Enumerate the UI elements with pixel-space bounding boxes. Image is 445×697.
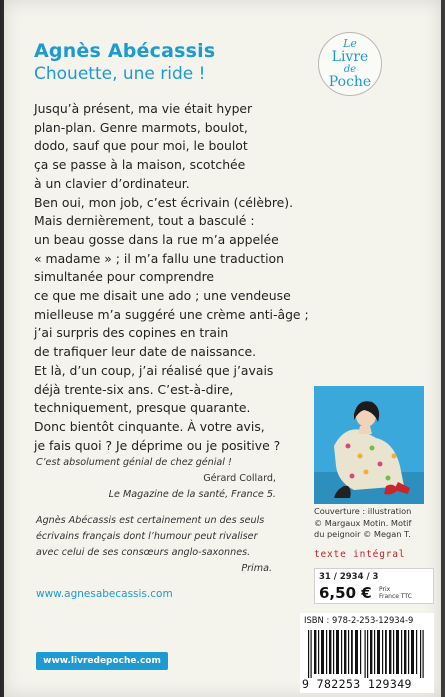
blurb-line: à un clavier d’ordinateur. (34, 175, 190, 191)
review-line: avec celui de ses consœurs anglo-saxonnes. (36, 547, 251, 558)
isbn-barcode-block (300, 613, 434, 693)
blurb-line: plan-plan. Genre marmots, boulot, (34, 119, 248, 135)
price-note (379, 586, 412, 600)
blurb-line: ça se passe à la maison, scotchée (34, 157, 246, 173)
credit-line: Couverture : illustration (314, 506, 412, 516)
publisher-logo (318, 32, 382, 96)
price-sticker (314, 568, 434, 604)
review-source: Prima. (241, 563, 272, 574)
quote-text: C’est absolument génial de chez génial ! (36, 457, 232, 468)
review-line: Agnès Abécassis est certainement un des seuls (36, 515, 265, 526)
quote-source: Le Magazine de la santé, France 5. (108, 489, 276, 500)
barcode-icon (306, 630, 428, 678)
press-quote (36, 455, 276, 503)
blurb-line: « madame » ; il m’a fallu une traduction (34, 250, 284, 266)
blurb-line: j’ai surpris des copines en train (34, 325, 229, 341)
barcode-digits: 9 782253 129349 (302, 677, 412, 691)
blurb-line: de trafiquer leur date de naissance. (34, 344, 257, 360)
blurb-line: je fais quoi ? Je déprime ou je positive ? (34, 437, 281, 453)
collection-label: texte intégral (314, 549, 406, 560)
book-back-cover (4, 0, 441, 697)
blurb-line: déjà trente-six ans. C’est-à-dire, (34, 381, 234, 397)
logo-word-poche: Poche (328, 74, 372, 91)
blurb-line: Et là, d’un coup, j’ai réalisé que j’avais (34, 362, 274, 378)
author-website-link[interactable]: www.agnesabecassis.com (36, 588, 173, 600)
review-line: écrivains français dont l’humour peut rivaliser (36, 531, 258, 542)
cover-credits (314, 506, 434, 541)
logo-word-livre: Livre (331, 48, 369, 65)
press-review (36, 513, 272, 577)
book-title: Chouette, une ride ! (34, 64, 206, 84)
credit-line: du peignoir © Megan T. (314, 529, 411, 539)
blurb-line: dodo, sauf que pour moi, le boulot (34, 138, 248, 154)
price-note-line: Prix (379, 586, 391, 593)
price-note-line: France TTC (379, 593, 412, 600)
author-name: Agnès Abécassis (34, 40, 216, 62)
blurb-line: Donc bientôt cinquante. À votre avis, (34, 418, 265, 434)
blurb-line: un beau gosse dans la rue m’a appelée (34, 231, 279, 247)
logo-word-le: Le (343, 37, 357, 51)
blurb-line: Mais dernièrement, tout a basculé : (34, 213, 255, 229)
blurb-line: techniquement, presque quarante. (34, 400, 251, 416)
logo-word-de: de (343, 63, 357, 75)
publisher-website-link[interactable]: www.livredepoche.com (43, 656, 161, 666)
blurb-line: mielleuse m’a suggéré une crème anti-âge ; (34, 306, 309, 322)
cover-illustration (314, 386, 424, 504)
quote-author: Gérard Collard, (203, 473, 276, 484)
credit-line: © Margaux Motin. Motif (314, 517, 412, 528)
blurb-line: Jusqu’à présent, ma vie était hyper (34, 101, 253, 116)
blurb-line: ce que me disait une ado ; une vendeuse (34, 288, 291, 304)
blurb-line: simultanée pour comprendre (34, 269, 215, 285)
price-value: 6,50 € (319, 584, 372, 602)
blurb-text (34, 100, 309, 455)
price-code: 31 / 2934 / 3 (319, 572, 379, 582)
publisher-website-banner[interactable] (36, 652, 168, 670)
isbn-label: ISBN : 978-2-253-12934-9 (304, 615, 414, 625)
blurb-line: Ben oui, mon job, c’est écrivain (célèbre). (34, 194, 294, 210)
illustration-image (314, 386, 424, 504)
